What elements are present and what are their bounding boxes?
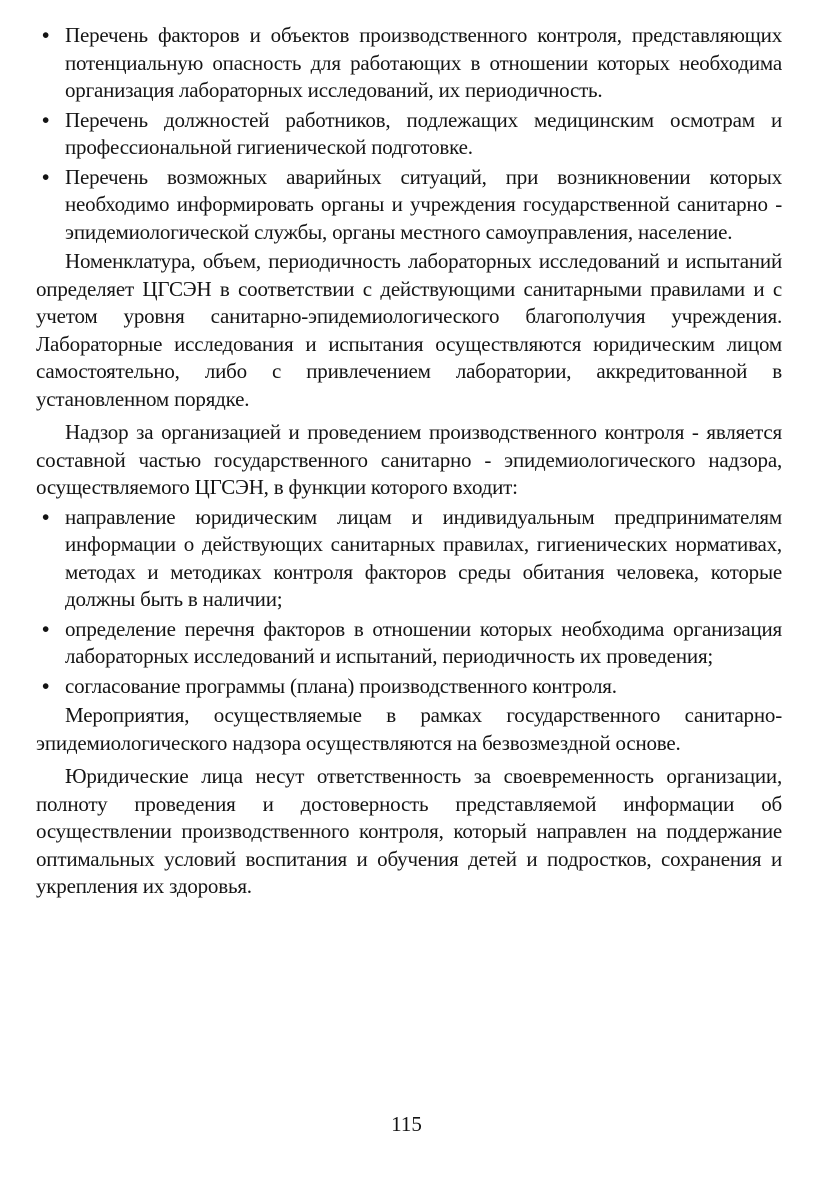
factor-list [36, 22, 782, 246]
list-item-text: Перечень возможных аварийных ситуаций, при возникновении которых необходимо информировать органы и учреждения государственной санитарно - эпидемиологической службы, органы местного самоуправления, население. [65, 164, 782, 244]
list-item [36, 504, 782, 614]
paragraph-free-of-charge: Мероприятия, осуществляемые в рамках государственного санитарно-эпидемиологического надзора осуществляются на безвозмездной основе. [36, 703, 782, 755]
functions-list [36, 504, 782, 701]
paragraph-supervision: Надзор за организацией и проведением производственного контроля - является составной частью государственного санитарно - эпидемиологического надзора, осуществляемого ЦГСЭН, в функции которого входит: [36, 420, 782, 499]
page-number: 115 [391, 1112, 422, 1136]
list-item [36, 22, 782, 105]
list-item-text: Перечень факторов и объектов производственного контроля, представляющих потенциальную опасность для работающих в отношении которых необходима организация лабораторных исследований, их периодичность. [65, 23, 782, 102]
bullet-mark: • [42, 673, 50, 698]
list-item [36, 107, 782, 162]
list-item [36, 673, 782, 701]
paragraph-responsibility: Юридические лица несут ответственность за своевременность организации, полноту проведения и достоверность представляемой информации об осуществлении производственного контроля, который направлен на поддержание оптимальных условий воспитания и обучения детей и подростков, сохранения и укрепления их здоровья. [36, 764, 782, 898]
list-item-text: направление юридическим лицам и индивидуальным предпринимателям информации о действующих санитарных правилах, гигиенических нормативах, методах и методиках контроля факторов среды обитания человека, которые должны быть в наличии; [65, 504, 782, 611]
list-item-text: определение перечня факторов в отношении которых необходима организация лабораторных исследований и испытаний, периодичность их проведения; [65, 616, 782, 668]
list-item [36, 616, 782, 671]
bullet-mark: • [42, 107, 50, 132]
list-item [36, 164, 782, 247]
bullet-mark: • [42, 504, 50, 529]
bullet-mark: • [42, 616, 50, 641]
bullet-mark: • [42, 164, 50, 189]
list-item-text: согласование программы (плана) производственного контроля. [65, 673, 617, 698]
paragraph-nomenclature: Номенклатура, объем, периодичность лабораторных исследований и испытаний определяет ЦГСЭН в соответствии с действующими санитарными правилами и с учетом уровня санитарно-эпидемиологического благополучия учреждения. Лабораторные исследования и испытания осуществляются юридическим лицом самостоятельно, либо с привлечением лаборатории, аккредитованной в установленном порядке. [36, 249, 782, 411]
page-body [36, 22, 782, 903]
list-item-text: Перечень должностей работников, подлежащих медицинским осмотрам и профессиональной гигиенической подготовке. [65, 107, 782, 159]
bullet-mark: • [42, 23, 50, 47]
